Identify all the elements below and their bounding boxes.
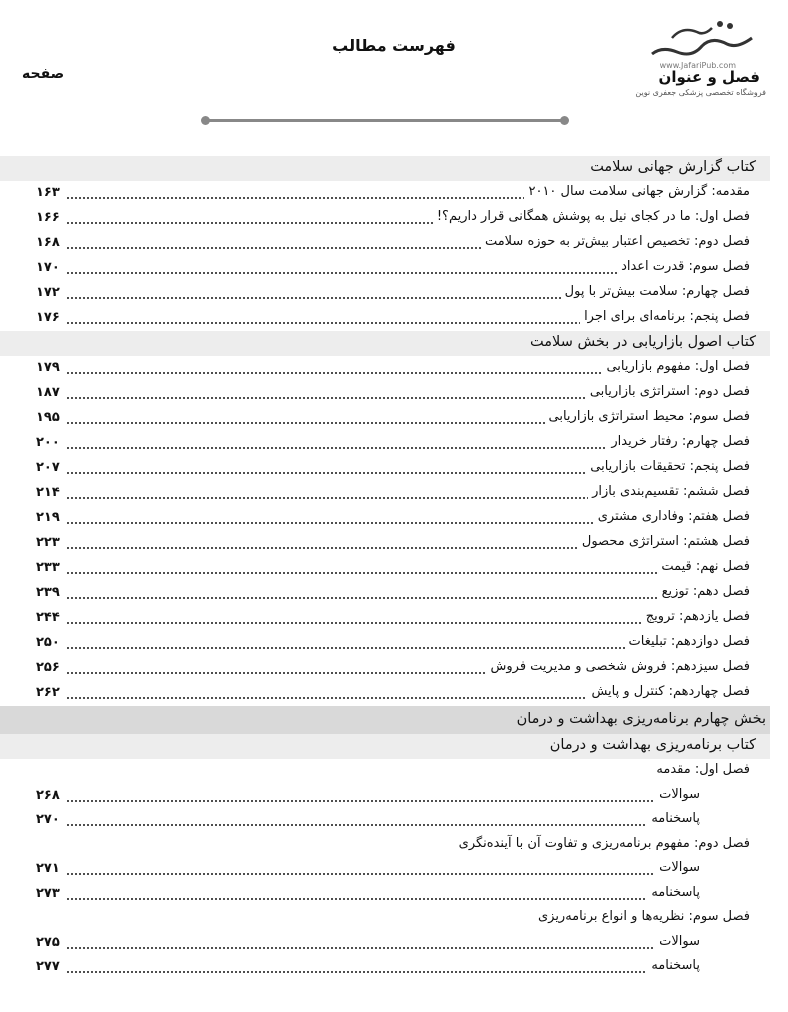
dot-leader bbox=[66, 322, 580, 324]
publisher-logo bbox=[626, 14, 766, 97]
toc-book-heading bbox=[0, 331, 770, 356]
toc-page-number: ۱۸۷ bbox=[36, 385, 60, 400]
toc-entry-title: فصل چهارم: سلامت بیش‌تر با پول bbox=[564, 284, 750, 299]
dot-leader bbox=[66, 971, 647, 973]
toc-entry bbox=[0, 256, 770, 281]
toc-entry-title: پاسخنامه bbox=[651, 811, 700, 826]
toc-entry-title: فصل چهارم: رفتار خریدار bbox=[611, 434, 750, 449]
toc-entry bbox=[0, 406, 770, 431]
dot-leader bbox=[66, 800, 655, 802]
toc-entry-title: پاسخنامه bbox=[651, 884, 700, 900]
toc-entry-title: سوالات bbox=[659, 933, 700, 949]
toc-page-number: ۲۷۵ bbox=[36, 934, 60, 950]
toc-page-number: ۲۶۸ bbox=[36, 787, 60, 803]
logo-tagline: فروشگاه تخصصی پزشکی جعفری نوین bbox=[635, 88, 766, 97]
toc-entry bbox=[0, 808, 770, 833]
dot-leader bbox=[66, 422, 545, 424]
toc-page-number: ۲۷۳ bbox=[36, 885, 60, 901]
toc-entry-title: فصل چهاردهم: کنترل و پایش bbox=[591, 684, 750, 699]
toc-book-heading bbox=[0, 734, 770, 759]
toc-chapter-heading bbox=[0, 833, 770, 858]
dot-leader bbox=[66, 873, 655, 875]
toc-entry-title: مقدمه: گزارش جهانی سلامت سال ۲۰۱۰ bbox=[528, 184, 750, 199]
toc-entry bbox=[0, 784, 770, 809]
toc-entry-title: فصل سوم: قدرت اعداد bbox=[621, 259, 750, 274]
dot-leader bbox=[66, 247, 481, 249]
dot-leader bbox=[66, 947, 655, 949]
dot-leader bbox=[66, 597, 658, 599]
toc-entry-title: فصل دوم: تخصیص اعتبار بیش‌تر به حوزه سلامت bbox=[484, 234, 750, 249]
toc-entry bbox=[0, 631, 770, 656]
toc-page-number: ۱۷۰ bbox=[36, 260, 60, 275]
toc-page-number: ۲۱۹ bbox=[36, 510, 60, 525]
dot-leader bbox=[66, 222, 433, 224]
toc-entry-title: فصل نهم: قیمت bbox=[661, 559, 750, 574]
toc-book-heading bbox=[0, 156, 770, 181]
dot-leader bbox=[66, 622, 642, 624]
toc-entry-title: فصل دوازدهم: تبلیغات bbox=[628, 634, 750, 649]
toc-entry-title: فصل اول: ما در کجای نیل به پوشش همگانی قرار داریم؟! bbox=[436, 209, 750, 224]
toc-entry bbox=[0, 882, 770, 907]
toc-entry bbox=[0, 231, 770, 256]
toc-entry-title: فصل سوم: محیط استراتژی بازاریابی bbox=[548, 409, 750, 424]
toc-page-number: ۱۷۲ bbox=[36, 285, 60, 300]
dot-leader bbox=[66, 572, 657, 574]
header-divider bbox=[201, 116, 569, 124]
toc-page-number: ۲۳۳ bbox=[36, 560, 60, 575]
toc-entry bbox=[0, 431, 770, 456]
toc-entry bbox=[0, 356, 770, 381]
dot-leader bbox=[66, 522, 594, 524]
toc-entry-title: فصل یازدهم: ترویج bbox=[645, 609, 750, 624]
toc-page-number: ۲۵۰ bbox=[36, 635, 60, 650]
toc-entry bbox=[0, 531, 770, 556]
dot-leader bbox=[66, 898, 647, 900]
toc-entry bbox=[0, 481, 770, 506]
toc-entry-title: بخش چهارم برنامه‌ریزی بهداشت و درمان bbox=[516, 711, 766, 727]
toc-entry-title: فصل سوم: نظریه‌ها و انواع برنامه‌ریزی bbox=[537, 909, 750, 924]
toc-page-number: ۱۹۵ bbox=[36, 410, 60, 425]
toc-entry-title: سوالات bbox=[659, 786, 700, 802]
toc-entry bbox=[0, 381, 770, 406]
toc-entry bbox=[0, 456, 770, 481]
logo-mark-icon bbox=[642, 16, 762, 66]
logo-website: www.JafariPub.com bbox=[659, 61, 736, 70]
dot-leader bbox=[66, 672, 486, 674]
toc-page-number: ۲۴۴ bbox=[36, 610, 60, 625]
toc-chapter-heading bbox=[0, 759, 770, 784]
dot-leader bbox=[66, 547, 578, 549]
toc-page-number: ۲۷۱ bbox=[36, 861, 60, 876]
toc-entry bbox=[0, 857, 770, 882]
toc-entry bbox=[0, 281, 770, 306]
toc-chapter-heading bbox=[0, 906, 770, 931]
toc-entry bbox=[0, 931, 770, 956]
dot-leader bbox=[66, 272, 617, 274]
toc-entry bbox=[0, 556, 770, 581]
toc-part-heading bbox=[0, 706, 770, 734]
toc-page-number: ۲۵۶ bbox=[36, 660, 60, 675]
toc-entry bbox=[0, 181, 770, 206]
dot-leader bbox=[66, 697, 587, 699]
toc-entry bbox=[0, 681, 770, 706]
toc-entry-title: فصل هشتم: استراتژی محصول bbox=[581, 534, 750, 549]
toc-entry-title: فصل دوم: مفهوم برنامه‌ریزی و تفاوت آن با آینده‌نگری bbox=[458, 835, 750, 851]
toc-page-number: ۲۰۰ bbox=[36, 435, 60, 450]
dot-leader bbox=[66, 397, 586, 399]
toc-entry-title: فصل ششم: تقسیم‌بندی بازار bbox=[592, 484, 750, 499]
toc-entry-title: فصل سیزدهم: فروش شخصی و مدیریت فروش bbox=[490, 659, 750, 674]
toc-page-number: ۱۷۹ bbox=[36, 360, 60, 375]
toc-entry-title: پاسخنامه bbox=[651, 958, 700, 973]
dot-leader bbox=[66, 497, 588, 499]
page-title: فهرست مطالب bbox=[332, 36, 456, 55]
toc-page-number: ۱۶۳ bbox=[36, 185, 60, 200]
toc-entry bbox=[0, 606, 770, 631]
toc-entry-title: فصل پنجم: برنامه‌ای برای اجرا bbox=[584, 309, 750, 324]
toc-entry bbox=[0, 656, 770, 681]
toc-entry bbox=[0, 206, 770, 231]
toc-entry-title: فصل دهم: توزیع bbox=[661, 584, 750, 599]
dot-leader bbox=[66, 472, 586, 474]
toc-page-number: ۲۳۹ bbox=[36, 585, 60, 600]
dot-leader bbox=[66, 297, 561, 299]
dot-leader bbox=[66, 647, 625, 649]
page-column-label: صفحه bbox=[22, 66, 65, 82]
toc-entry-title: فصل اول: مفهوم بازاریابی bbox=[606, 359, 750, 374]
logo-brand: فصل و عنوان bbox=[658, 68, 760, 86]
dot-leader bbox=[66, 372, 602, 374]
dot-leader bbox=[66, 824, 647, 826]
toc-page-number: ۲۱۴ bbox=[36, 485, 60, 500]
toc-entry-title: فصل دوم: استراتژی بازاریابی bbox=[589, 384, 750, 399]
toc-page-number: ۱۷۶ bbox=[36, 310, 60, 325]
toc-page-number: ۲۷۰ bbox=[36, 812, 60, 827]
toc-page-number: ۲۰۷ bbox=[36, 460, 60, 475]
toc-entry bbox=[0, 306, 770, 331]
toc-page-number: ۲۷۷ bbox=[36, 959, 60, 974]
toc-page-number: ۱۶۶ bbox=[36, 210, 60, 225]
dot-leader bbox=[66, 447, 607, 449]
dot-leader bbox=[66, 197, 524, 199]
toc-entry-title: کتاب گزارش جهانی سلامت bbox=[590, 159, 756, 175]
toc-entry-title: فصل اول: مقدمه bbox=[656, 762, 750, 777]
toc-entry-title: فصل پنجم: تحقیقات بازاریابی bbox=[590, 459, 750, 474]
toc-entry bbox=[0, 955, 770, 980]
toc-entry-title: کتاب اصول بازاریابی در بخش سلامت bbox=[530, 334, 756, 350]
toc-entry-title: فصل هفتم: وفاداری مشتری bbox=[597, 509, 750, 524]
toc-entry-title: سوالات bbox=[659, 860, 700, 875]
toc-entry bbox=[0, 506, 770, 531]
toc-page-number: ۲۲۳ bbox=[36, 535, 60, 550]
table-of-contents bbox=[0, 156, 770, 980]
toc-entry bbox=[0, 581, 770, 606]
toc-page-number: ۱۶۸ bbox=[36, 235, 60, 250]
toc-page-number: ۲۶۲ bbox=[36, 685, 60, 700]
toc-entry-title: کتاب برنامه‌ریزی بهداشت و درمان bbox=[549, 737, 756, 753]
